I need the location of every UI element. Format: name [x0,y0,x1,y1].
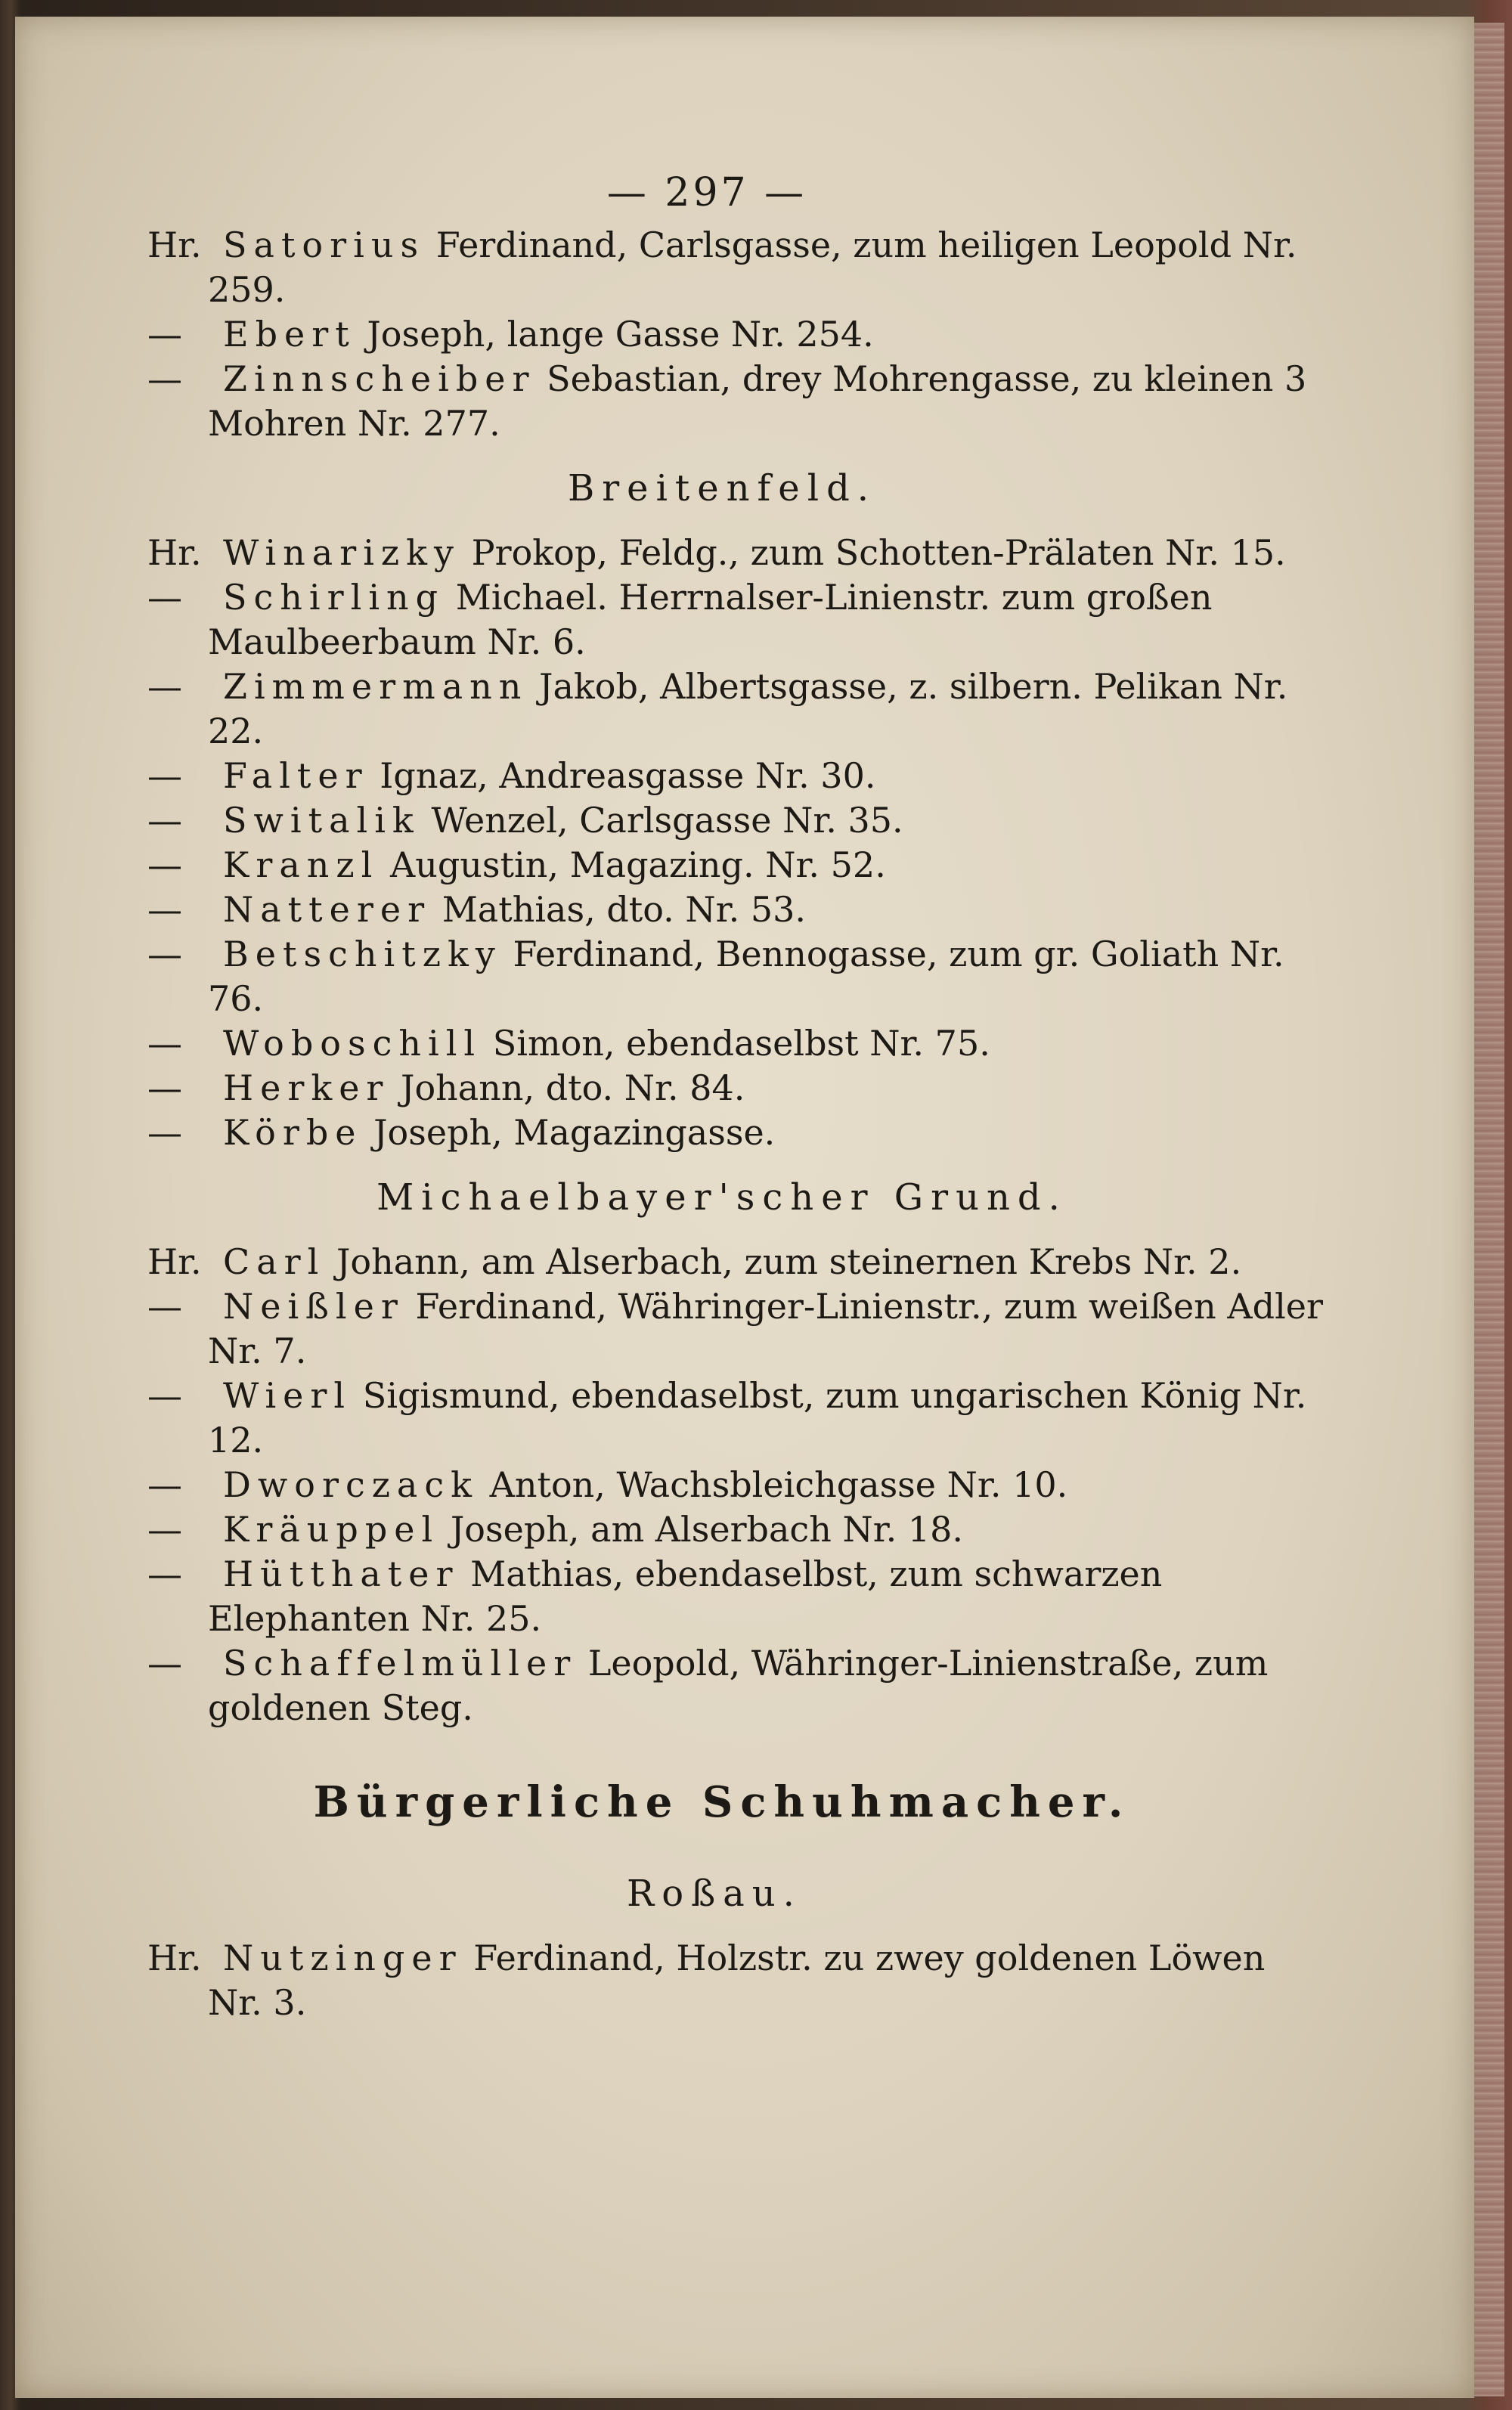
directory-entry [147,664,1327,754]
entry-surname: Betschitzky [223,934,502,974]
entry-text: Sebastian, drey Mohrengasse, zu kleinen 3 Mohren Nr. 277. [208,358,1307,444]
entry-surname: Neißler [223,1286,404,1327]
entry-surname: Schirling [223,577,445,618]
directory-entry [147,312,1327,357]
entry-prefix: — [147,1023,182,1064]
entry-prefix: — [147,666,182,707]
entry-surname: Zimmermann [223,666,528,707]
entry-text: Mathias, ebendaselbst, zum schwarzen Elephanten Nr. 25. [208,1553,1163,1639]
directory-entry [147,1552,1327,1641]
entry-prefix: Hr. [147,532,202,573]
entry-text: Joseph, am Alserbach Nr. 18. [450,1509,964,1550]
entry-prefix: — [147,1509,182,1550]
entry-prefix: — [147,1553,182,1594]
entry-text: Anton, Wachsbleichgasse Nr. 10. [489,1464,1068,1505]
directory-entry [147,798,1327,843]
entry-prefix: — [147,577,182,618]
entry-prefix: — [147,1464,182,1505]
page-number: — 297 — [606,170,807,215]
entry-surname: Woboschill [223,1023,482,1064]
entry-text: Wenzel, Carlsgasse Nr. 35. [431,800,903,841]
entry-surname: Winarizky [223,532,461,573]
entry-prefix: Hr. [147,1938,202,1978]
directory-entry [147,531,1327,575]
entry-surname: Dworczack [223,1464,479,1505]
entry-prefix: Hr. [147,1241,202,1282]
entry-prefix: — [147,889,182,930]
directory-entry [147,1284,1327,1374]
directory-entry [147,1374,1327,1463]
directory-entry [147,932,1327,1021]
entry-surname: Carl [223,1241,326,1282]
entry-prefix: — [147,1067,182,1108]
entry-prefix: — [147,314,182,355]
entry-text: Joseph, Magazingasse. [373,1112,776,1153]
directory-entry [147,575,1327,664]
directory-entry [147,1111,1327,1155]
entry-surname: Kranzl [223,844,380,885]
entry-text: Ferdinand, Bennogasse, zum gr. Goliath Nr. 76. [208,934,1284,1019]
section-rossau [147,1936,1327,2025]
entry-prefix: — [147,1286,182,1327]
entry-text: Sigismund, ebendaselbst, zum ungarischen König Nr. 12. [208,1375,1307,1461]
entry-prefix: — [147,934,182,974]
entry-text: Jakob, Albertsgasse, z. silbern. Pelikan Nr. 22. [208,666,1288,751]
sub-heading: Roßau. [627,1873,802,1915]
entry-surname: Zinnscheiber [223,358,536,399]
entry-surname: Ebert [223,314,356,355]
directory-entry [147,1507,1327,1552]
entry-surname: Kräuppel [223,1509,440,1550]
entry-text: Leopold, Währinger-Linienstraße, zum goldenen Steg. [208,1643,1269,1728]
main-heading: Bürgerliche Schuhmacher. [313,1777,1131,1827]
entry-text: Simon, ebendaselbst Nr. 75. [492,1023,990,1064]
entry-prefix: Hr. [147,225,202,265]
entry-text: Mathias, dto. Nr. 53. [442,889,806,930]
entry-text: Joseph, lange Gasse Nr. 254. [367,314,874,355]
entry-text: Michael. Herrnalser-Linienstr. zum großen Maulbeerbaum Nr. 6. [208,577,1213,662]
directory-entry [147,887,1327,932]
entry-prefix: — [147,755,182,796]
entry-surname: Falter [223,755,369,796]
entry-text: Prokop, Feldg., zum Schotten-Prälaten Nr. 15. [471,532,1286,573]
directory-entry [147,754,1327,798]
section-michaelbayerscher-grund [147,1155,1327,1730]
directory-entry [147,1021,1327,1066]
entry-surname: Satorius [223,225,426,265]
directory-entry [147,1463,1327,1507]
entry-prefix: — [147,358,182,399]
directory-entry [147,357,1327,446]
entry-prefix: — [147,800,182,841]
entry-text: Ferdinand, Währinger-Linienstr., zum weißen Adler Nr. 7. [208,1286,1324,1371]
entry-text: Ferdinand, Carlsgasse, zum heiligen Leopold Nr. 259. [208,225,1297,310]
entry-prefix: — [147,1375,182,1416]
directory-entry [147,1240,1327,1284]
entry-surname: Hütthater [223,1553,460,1594]
entry-text: Augustin, Magazing. Nr. 52. [389,844,886,885]
entry-surname: Switalik [223,800,420,841]
entry-prefix: — [147,844,182,885]
entry-prefix: — [147,1112,182,1153]
page-content [147,163,1327,2025]
entry-surname: Wierl [223,1375,352,1416]
entry-prefix: — [147,1643,182,1684]
directory-entry [147,1066,1327,1111]
section-heading: Michaelbayer'scher Grund. [376,1176,1067,1219]
entry-text: Ferdinand, Holzstr. zu zwey goldenen Löwen Nr. 3. [208,1938,1266,2023]
entry-text: Ignaz, Andreasgasse Nr. 30. [380,755,876,796]
section-heading: Breitenfeld. [567,467,877,510]
entry-surname: Körbe [223,1112,363,1153]
directory-entry [147,223,1327,312]
directory-entry [147,843,1327,887]
section-breitenfeld [147,446,1327,1155]
entry-text: Johann, dto. Nr. 84. [401,1067,745,1108]
entry-surname: Schaffelmüller [223,1643,578,1684]
page-edge [1474,23,1504,2396]
entry-surname: Nutzinger [223,1938,463,1978]
entry-surname: Herker [223,1067,390,1108]
entry-text: Johann, am Alserbach, zum steinernen Krebs Nr. 2. [336,1241,1242,1282]
entry-surname: Natterer [223,889,432,930]
section-continued [147,223,1327,446]
directory-entry [147,1641,1327,1730]
directory-entry [147,1936,1327,2025]
